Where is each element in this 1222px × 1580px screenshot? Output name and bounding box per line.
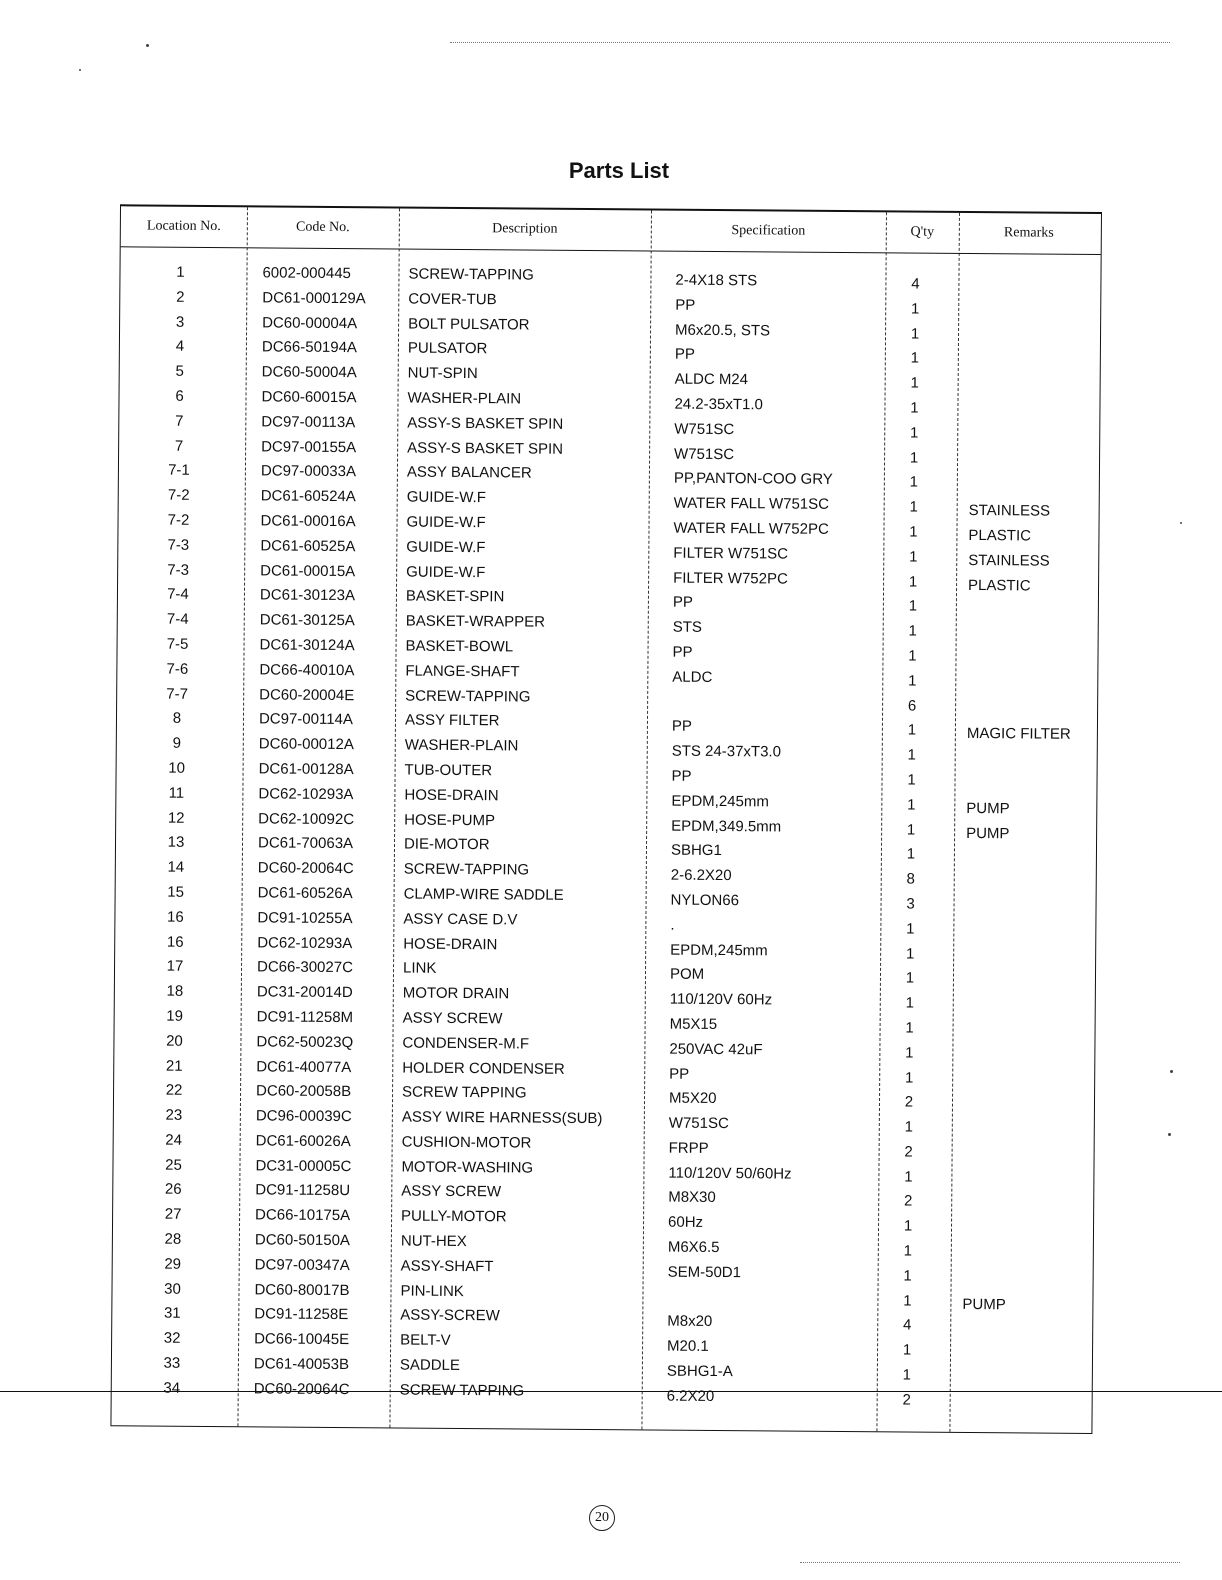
- cell-description: NUT-SPIN: [407, 364, 478, 383]
- cell-specification: PP: [672, 643, 693, 661]
- cell-qty: 1: [907, 796, 916, 814]
- cell-specification: PP: [671, 717, 693, 736]
- cell-qty: 2: [904, 1143, 913, 1161]
- cell-specification: PP: [669, 1065, 690, 1083]
- cell-description: GUIDE-W.F: [406, 513, 486, 532]
- cell-location: 19: [166, 1007, 184, 1025]
- cell-specification: STS: [672, 618, 702, 637]
- cell-specification: PP,PANTON-COO GRY: [673, 470, 833, 489]
- cell-qty: 2: [903, 1192, 913, 1211]
- cell-qty: 2: [904, 1093, 914, 1111]
- cell-location: 7-2: [167, 511, 190, 529]
- cell-description: TUB-OUTER: [404, 761, 493, 780]
- cell-specification: W751SC: [674, 445, 735, 463]
- cell-code: DC61-00015A: [260, 561, 356, 580]
- cell-qty: 1: [910, 424, 919, 442]
- cell-qty: 1: [907, 721, 917, 739]
- cell-description: HOSE-PUMP: [404, 811, 496, 829]
- cell-location: 12: [167, 809, 185, 827]
- cell-qty: 1: [910, 349, 920, 367]
- cell-location: 23: [165, 1106, 183, 1124]
- cell-location: 3: [175, 313, 185, 331]
- cell-specification: NYLON66: [670, 891, 740, 910]
- cell-qty: 1: [902, 1366, 912, 1384]
- cell-description: HOSE-DRAIN: [404, 786, 499, 805]
- cell-specification: SEM-50D1: [667, 1263, 742, 1282]
- cell-code: DC62-10293A: [257, 933, 353, 952]
- cell-qty: 1: [905, 944, 915, 963]
- cell-code: DC60-20064C: [257, 859, 354, 878]
- cell-specification: EPDM,245mm: [671, 792, 769, 811]
- cell-code: DC91-11258U: [255, 1181, 351, 1200]
- cell-qty: 1: [908, 573, 918, 591]
- cell-location: 20: [166, 1032, 183, 1050]
- cell-code: DC66-10045E: [254, 1330, 350, 1349]
- cell-description: ASSY-S BASKET SPIN: [407, 439, 564, 458]
- cell-location: 16: [166, 933, 184, 951]
- cell-description: GUIDE-W.F: [406, 563, 486, 581]
- strike-line: [0, 1391, 1222, 1392]
- cell-qty: 1: [910, 300, 920, 318]
- cell-specification: M5X15: [669, 1015, 718, 1033]
- cell-location: 10: [168, 759, 186, 777]
- cell-specification: ALDC: [672, 668, 713, 686]
- table-header: [121, 206, 1101, 255]
- cell-description: PIN-LINK: [400, 1282, 464, 1300]
- cell-code: DC61-30125A: [259, 611, 355, 630]
- cell-code: DC96-00039C: [255, 1107, 352, 1126]
- cell-location: 1: [176, 263, 185, 281]
- cell-code: DC61-60526A: [257, 884, 353, 903]
- cell-code: DC66-10175A: [255, 1206, 351, 1225]
- cell-specification: W751SC: [674, 420, 735, 438]
- cell-description: GUIDE-W.F: [406, 488, 486, 507]
- cell-code: DC66-40010A: [259, 661, 355, 679]
- cell-specification: 24.2-35xT1.0: [674, 395, 763, 414]
- cell-location: 2: [176, 288, 185, 306]
- scan-speck: [79, 69, 81, 71]
- cell-description: CLAMP-WIRE SADDLE: [403, 885, 564, 904]
- cell-code: DC62-10293A: [258, 785, 354, 803]
- cell-code: DC60-20058B: [256, 1082, 352, 1101]
- cell-qty: 1: [908, 647, 917, 665]
- cell-code: DC61-40053B: [253, 1355, 350, 1374]
- cell-code: DC91-11258M: [256, 1008, 354, 1027]
- header-code: Code No.: [295, 219, 350, 236]
- cell-specification: FILTER W751SC: [673, 544, 789, 563]
- cell-code: DC61-000129A: [262, 289, 366, 308]
- cell-code: DC97-00347A: [254, 1256, 350, 1274]
- cell-qty: 1: [908, 672, 917, 690]
- scan-speck: [146, 44, 149, 47]
- cell-description: GUIDE-W.F: [406, 538, 486, 556]
- cell-remarks: MAGIC FILTER: [966, 725, 1071, 744]
- cell-description: ASSY-S BASKET SPIN: [407, 414, 564, 433]
- cell-code: DC61-00128A: [258, 760, 354, 779]
- cell-qty: 2: [902, 1391, 911, 1409]
- cell-location: 11: [168, 784, 185, 802]
- cell-specification: FILTER W752PC: [673, 569, 788, 588]
- cell-description: BASKET-SPIN: [405, 587, 505, 606]
- cell-specification: W751SC: [668, 1114, 729, 1133]
- cell-code: DC61-60525A: [260, 537, 356, 555]
- cell-description: MOTOR DRAIN: [402, 984, 510, 1003]
- cell-description: SCREW TAPPING: [399, 1381, 525, 1400]
- cell-location: 7: [175, 412, 184, 430]
- cell-location: 7-4: [167, 586, 189, 604]
- cell-code: DC31-00005C: [255, 1157, 352, 1175]
- cell-code: DC61-30124A: [259, 636, 355, 655]
- cell-qty: 1: [906, 920, 915, 938]
- cell-location: 7-3: [167, 536, 190, 554]
- cell-specification: M20.1: [667, 1337, 709, 1356]
- cell-location: 14: [167, 858, 185, 876]
- cell-specification: .: [670, 916, 675, 934]
- cell-code: DC61-30123A: [259, 586, 356, 605]
- cell-location: 7-3: [167, 561, 190, 579]
- cell-description: ASSY CASE D.V: [403, 910, 518, 929]
- cell-location: 7-2: [167, 486, 190, 505]
- scan-speck: [1170, 1070, 1173, 1073]
- cell-description: WASHER-PLAIN: [404, 736, 519, 755]
- page-number: 20: [589, 1505, 615, 1531]
- cell-qty: 1: [904, 1168, 913, 1186]
- cell-specification: EPDM,349.5mm: [671, 817, 782, 836]
- cell-description: BELT-V: [400, 1331, 451, 1350]
- cell-qty: 1: [903, 1267, 912, 1285]
- scan-noise-bottom: [800, 1562, 1180, 1565]
- cell-qty: 1: [907, 771, 916, 789]
- cell-description: ASSY-SCREW: [400, 1306, 500, 1325]
- cell-code: DC61-70063A: [257, 834, 354, 853]
- cell-qty: 3: [906, 895, 915, 913]
- cell-qty: 1: [905, 1044, 914, 1062]
- cell-qty: 1: [909, 498, 918, 516]
- cell-qty: 1: [909, 473, 919, 491]
- cell-code: 6002-000445: [262, 264, 351, 283]
- page-title: Parts List: [568, 158, 670, 183]
- cell-remarks: PLASTIC: [968, 526, 1032, 545]
- cell-code: DC60-50150A: [254, 1231, 351, 1250]
- cell-location: 15: [167, 883, 185, 901]
- cell-remarks: PUMP: [966, 799, 1010, 818]
- cell-description: WASHER-PLAIN: [407, 389, 522, 408]
- cell-location: 13: [167, 834, 185, 852]
- cell-description: NUT-HEX: [400, 1232, 467, 1251]
- cell-specification: PP: [672, 594, 694, 612]
- cell-specification: POM: [669, 965, 705, 984]
- header-remarks: Remarks: [1003, 225, 1054, 241]
- cell-qty: 1: [910, 325, 920, 343]
- cell-description: SCREW-TAPPING: [405, 687, 531, 706]
- scan-speck: [1168, 1133, 1171, 1136]
- cell-specification: SBHG1-A: [666, 1362, 733, 1381]
- cell-code: DC62-50023Q: [256, 1033, 354, 1051]
- cell-qty: 1: [908, 597, 918, 615]
- cell-qty: 1: [904, 1068, 914, 1087]
- cell-description: ASSY SCREW: [401, 1183, 502, 1201]
- cell-code: DC60-60015A: [261, 388, 357, 407]
- cell-specification: M6X6.5: [667, 1238, 720, 1257]
- cell-specification: STS 24-37xT3.0: [671, 742, 782, 761]
- cell-qty: 1: [909, 449, 919, 467]
- cell-location: 31: [163, 1305, 181, 1323]
- cell-qty: 1: [910, 399, 919, 417]
- cell-description: ASSY-SHAFT: [400, 1257, 494, 1276]
- cell-description: FLANGE-SHAFT: [405, 662, 520, 681]
- cell-qty: 1: [903, 1217, 913, 1235]
- cell-location: 34: [163, 1379, 181, 1397]
- cell-location: 24: [165, 1131, 183, 1149]
- cell-specification: 6.2X20: [666, 1387, 715, 1405]
- cell-description: DIE-MOTOR: [403, 835, 490, 854]
- cell-location: 32: [163, 1329, 181, 1348]
- cell-code: DC61-40077A: [256, 1057, 352, 1076]
- cell-location: 5: [175, 362, 184, 380]
- cell-qty: 1: [905, 1019, 914, 1037]
- cell-location: 27: [164, 1205, 182, 1224]
- cell-description: SADDLE: [399, 1356, 461, 1375]
- cell-remarks: STAINLESS: [968, 551, 1050, 570]
- cell-description: ASSY WIRE HARNESS(SUB): [401, 1108, 603, 1128]
- cell-location: 28: [164, 1230, 182, 1248]
- cell-code: DC91-11258E: [254, 1305, 349, 1324]
- cell-description: HOSE-DRAIN: [403, 935, 498, 953]
- cell-code: DC97-00033A: [260, 462, 357, 481]
- cell-code: DC61-00016A: [260, 512, 356, 531]
- cell-specification: ALDC M24: [674, 370, 749, 389]
- scan-speck: [1180, 522, 1182, 524]
- cell-remarks: PUMP: [966, 824, 1010, 842]
- cell-code: DC60-50004A: [261, 363, 357, 382]
- cell-qty: 1: [906, 845, 916, 863]
- cell-location: 26: [164, 1181, 182, 1199]
- cell-code: DC60-00004A: [262, 314, 358, 332]
- cell-location: 4: [175, 338, 185, 356]
- cell-specification: PP: [671, 767, 692, 785]
- cell-location: 7-4: [166, 610, 189, 628]
- cell-description: MOTOR-WASHING: [401, 1158, 534, 1177]
- cell-location: 16: [167, 908, 184, 926]
- cell-specification: 2-6.2X20: [670, 866, 732, 885]
- cell-location: 30: [164, 1280, 181, 1298]
- cell-location: 7-7: [166, 685, 189, 703]
- header-specification: Specification: [731, 223, 806, 239]
- cell-specification: M6x20.5, STS: [674, 321, 771, 339]
- cell-code: DC91-10255A: [257, 909, 353, 927]
- cell-location: 25: [165, 1156, 182, 1174]
- cell-code: DC97-00155A: [261, 437, 357, 456]
- cell-specification: M5X20: [668, 1089, 717, 1108]
- scan-noise-top: [450, 42, 1170, 45]
- cell-location: 8: [172, 710, 182, 728]
- cell-location: 22: [165, 1081, 183, 1100]
- cell-specification: M8x20: [667, 1313, 713, 1331]
- cell-qty: 1: [906, 821, 916, 839]
- cell-qty: 1: [910, 374, 919, 392]
- cell-code: DC61-60026A: [255, 1132, 351, 1151]
- cell-qty: 1: [905, 994, 915, 1012]
- cell-specification: WATER FALL W751SC: [673, 494, 830, 514]
- cell-specification: PP: [674, 346, 695, 364]
- cell-remarks: STAINLESS: [968, 502, 1051, 520]
- cell-description: COVER-TUB: [408, 290, 497, 309]
- cell-code: DC31-20014D: [256, 983, 353, 1002]
- cell-specification: 110/120V 60Hz: [669, 990, 773, 1009]
- cell-code: DC66-30027C: [256, 958, 353, 977]
- cell-description: SCREW-TAPPING: [408, 265, 534, 284]
- cell-description: ASSY SCREW: [402, 1009, 503, 1028]
- cell-description: PULLY-MOTOR: [401, 1207, 507, 1226]
- cell-specification: PP: [675, 296, 696, 314]
- cell-code: DC62-10092C: [258, 809, 355, 828]
- cell-location: 33: [163, 1354, 181, 1372]
- cell-qty: 1: [908, 622, 917, 640]
- parts-table: [110, 204, 1102, 1434]
- cell-location: 17: [166, 957, 184, 976]
- cell-code: DC60-20004E: [259, 685, 355, 704]
- cell-code: DC61-60524A: [260, 487, 356, 506]
- cell-description: LINK: [402, 959, 437, 978]
- cell-specification: FRPP: [668, 1139, 709, 1157]
- cell-location: 7-6: [166, 660, 189, 678]
- cell-location: 18: [166, 982, 184, 1000]
- cell-location: 7: [174, 437, 184, 455]
- cell-qty: 1: [905, 969, 915, 987]
- cell-qty: 1: [903, 1292, 912, 1310]
- cell-description: BASKET-WRAPPER: [405, 612, 546, 631]
- cell-qty: 1: [904, 1118, 914, 1136]
- cell-qty: 1: [903, 1242, 913, 1260]
- cell-qty: 1: [902, 1341, 912, 1359]
- table-body: [112, 263, 1101, 1411]
- cell-code: DC60-00012A: [258, 735, 354, 754]
- cell-description: ASSY BALANCER: [406, 463, 532, 482]
- cell-description: CUSHION-MOTOR: [401, 1133, 532, 1152]
- cell-location: 9: [172, 734, 182, 752]
- cell-location: 21: [165, 1057, 183, 1075]
- cell-specification: 250VAC 42uF: [669, 1040, 763, 1059]
- cell-code: DC97-00113A: [261, 413, 356, 431]
- cell-qty: 1: [909, 523, 918, 541]
- cell-description: ASSY FILTER: [404, 711, 500, 730]
- cell-qty: 1: [907, 746, 916, 764]
- cell-specification: WATER FALL W752PC: [673, 519, 829, 538]
- cell-code: DC66-50194A: [261, 338, 358, 357]
- cell-qty: 8: [906, 870, 915, 888]
- cell-specification: SBHG1: [670, 841, 722, 860]
- cell-location: 7-1: [168, 462, 190, 480]
- cell-location: 29: [164, 1255, 182, 1273]
- cell-specification: 110/120V 50/60Hz: [668, 1164, 792, 1183]
- cell-description: HOLDER CONDENSER: [402, 1059, 565, 1078]
- cell-specification: 2-4X18 STS: [675, 271, 758, 290]
- cell-qty: 4: [903, 1316, 912, 1335]
- cell-qty: 6: [907, 697, 917, 715]
- cell-description: BASKET-BOWL: [405, 637, 514, 656]
- header-qty: Q'ty: [910, 224, 935, 240]
- cell-specification: 60Hz: [667, 1213, 704, 1232]
- cell-code: DC60-20064C: [253, 1380, 350, 1398]
- cell-qty: 1: [909, 548, 918, 566]
- cell-description: BOLT PULSATOR: [408, 315, 530, 334]
- cell-specification: EPDM,245mm: [670, 941, 768, 959]
- cell-description: CONDENSER-M.F: [402, 1034, 530, 1053]
- header-description: Description: [492, 221, 558, 237]
- cell-qty: 4: [911, 275, 920, 293]
- cell-remarks: PUMP: [962, 1295, 1006, 1313]
- cell-code: DC60-80017B: [254, 1281, 350, 1299]
- cell-description: PULSATOR: [407, 339, 488, 358]
- cell-location: 6: [175, 387, 184, 405]
- cell-code: DC97-00114A: [258, 710, 354, 729]
- cell-description: SCREW TAPPING: [401, 1083, 527, 1102]
- cell-remarks: PLASTIC: [967, 576, 1031, 595]
- cell-location: 7-5: [166, 635, 189, 653]
- cell-specification: M8X30: [668, 1189, 716, 1207]
- header-location: Location No.: [146, 218, 221, 235]
- cell-description: SCREW-TAPPING: [403, 860, 530, 879]
